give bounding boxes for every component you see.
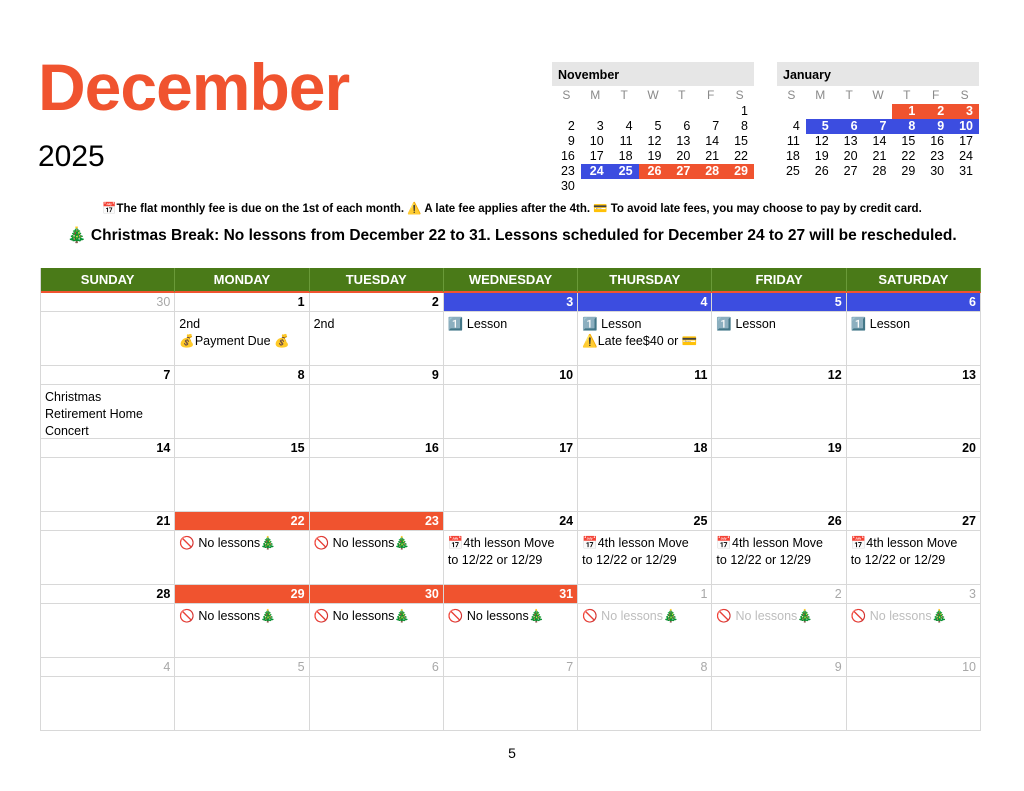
day-number: 28 — [41, 585, 174, 604]
day-cell — [578, 366, 712, 439]
mini-day: 16 — [930, 134, 945, 148]
mini-day: 9 — [567, 134, 575, 148]
day-events — [444, 385, 577, 389]
mini-weekday-label: S — [562, 88, 571, 102]
mini-calendar-grid — [552, 104, 754, 194]
event-text: to 12/22 or 12/29 — [716, 553, 811, 567]
day-cell — [41, 293, 175, 366]
mini-day: 14 — [872, 134, 887, 148]
event-text: to 12/22 or 12/29 — [850, 553, 946, 567]
day-events — [444, 458, 577, 462]
mini-day — [552, 104, 581, 119]
mini-day — [725, 179, 754, 194]
mini-day: 18 — [618, 149, 633, 163]
mini-day: 21 — [705, 149, 720, 163]
mini-day — [835, 104, 864, 119]
day-cell — [310, 439, 444, 512]
event-text: Retirement Home — [45, 407, 143, 421]
day-number: 26 — [712, 512, 845, 531]
day-events — [847, 604, 980, 625]
mini-day: 4 — [792, 119, 800, 133]
day-events — [444, 604, 577, 625]
day-number: 7 — [41, 366, 174, 385]
day-number: 4 — [41, 658, 174, 677]
mini-day: 17 — [589, 149, 604, 163]
day-cell — [444, 439, 578, 512]
event-text: 💰Payment Due 💰 — [179, 334, 290, 348]
mini-day: 31 — [959, 164, 973, 178]
mini-day: 20 — [676, 149, 691, 163]
day-events — [578, 458, 711, 462]
calendar-week — [41, 658, 981, 731]
day-number: 30 — [41, 293, 174, 312]
mini-weekday-label: T — [678, 88, 686, 102]
event-text: 🚫 No lessons🎄 — [313, 609, 410, 623]
day-events — [310, 312, 443, 333]
month-calendar — [40, 268, 981, 731]
mini-day: 5 — [806, 119, 835, 134]
event-text: 2nd — [179, 317, 201, 331]
day-events — [41, 531, 174, 535]
mini-day: 25 — [785, 164, 800, 178]
event-text: 🚫 No lessons🎄 — [179, 536, 276, 550]
mini-day: 20 — [843, 149, 858, 163]
mini-day: 22 — [901, 149, 916, 163]
day-cell — [712, 585, 846, 658]
mini-day: 18 — [785, 149, 800, 163]
day-number: 14 — [41, 439, 174, 458]
weekday-header — [41, 268, 981, 293]
weekday-label: WEDNESDAY — [444, 268, 578, 292]
mini-day — [667, 179, 696, 194]
mini-day: 30 — [560, 179, 575, 193]
mini-calendar-grid — [777, 104, 979, 179]
mini-day: 5 — [654, 119, 662, 133]
mini-day: 8 — [892, 119, 921, 134]
mini-week-row — [777, 104, 979, 119]
mini-day: 2 — [921, 104, 950, 119]
event-text: 2nd — [313, 317, 335, 331]
mini-day: 27 — [843, 164, 858, 178]
mini-weekday-label: S — [787, 88, 796, 102]
mini-calendar-title: November — [552, 62, 754, 86]
day-number: 5 — [175, 658, 308, 677]
mini-week-row — [552, 179, 754, 194]
event-text: 🚫 No lessons🎄 — [179, 609, 276, 623]
day-cell — [578, 293, 712, 366]
page-number: 5 — [508, 745, 516, 761]
mini-day: 30 — [930, 164, 945, 178]
day-events — [310, 458, 443, 462]
day-events — [712, 531, 845, 569]
day-number: 31 — [444, 585, 577, 604]
mini-day: 9 — [921, 119, 950, 134]
calendar-week — [41, 293, 981, 366]
day-number: 12 — [712, 366, 845, 385]
weekday-label: SUNDAY — [41, 268, 175, 292]
mini-day: 19 — [814, 149, 829, 163]
day-cell — [175, 658, 309, 731]
mini-day — [581, 104, 610, 119]
day-number: 8 — [578, 658, 711, 677]
mini-day: 11 — [786, 134, 800, 148]
day-cell — [444, 293, 578, 366]
day-events — [712, 604, 845, 625]
day-number: 6 — [310, 658, 443, 677]
day-number: 7 — [444, 658, 577, 677]
mini-week-row — [777, 119, 979, 134]
day-number: 3 — [444, 293, 577, 312]
mini-day: 1 — [892, 104, 921, 119]
day-events — [310, 385, 443, 389]
day-cell — [847, 293, 981, 366]
day-cell — [310, 366, 444, 439]
mini-weekday-label: T — [845, 88, 853, 102]
mini-week-row — [777, 164, 979, 179]
day-number: 9 — [712, 658, 845, 677]
day-events — [847, 385, 980, 389]
mini-day: 10 — [589, 134, 604, 148]
calendar-week — [41, 585, 981, 658]
mini-weekday-label: T — [620, 88, 628, 102]
event-text: 1️⃣ Lesson — [447, 317, 508, 331]
day-events — [444, 677, 577, 681]
mini-day: 15 — [734, 134, 748, 148]
day-number: 30 — [310, 585, 443, 604]
calendar-week — [41, 512, 981, 585]
calendar-weeks — [41, 293, 981, 731]
event-text: 📅4th lesson Move — [582, 536, 689, 550]
weekday-label: THURSDAY — [578, 268, 712, 292]
day-events — [41, 385, 174, 440]
event-text: to 12/22 or 12/29 — [582, 553, 677, 567]
day-cell — [175, 585, 309, 658]
day-cell — [175, 439, 309, 512]
mini-day: 6 — [683, 119, 691, 133]
mini-day: 13 — [843, 134, 858, 148]
day-events — [41, 677, 174, 681]
day-number: 15 — [175, 439, 308, 458]
mini-weekday-label: M — [590, 88, 601, 102]
mini-day: 24 — [581, 164, 610, 179]
mini-day: 3 — [950, 104, 979, 119]
day-cell — [41, 512, 175, 585]
mini-day: 25 — [610, 164, 639, 179]
mini-day: 17 — [959, 134, 973, 148]
event-text: 🚫 No lessons🎄 — [313, 536, 410, 550]
day-events — [175, 604, 308, 625]
event-text: Concert — [45, 424, 89, 438]
day-events — [444, 531, 577, 569]
mini-weekday-label: S — [735, 88, 744, 102]
day-number: 6 — [847, 293, 980, 312]
day-cell — [578, 658, 712, 731]
day-cell — [712, 512, 846, 585]
day-cell — [41, 585, 175, 658]
day-number: 16 — [310, 439, 443, 458]
mini-day — [610, 104, 639, 119]
day-events — [444, 312, 577, 333]
mini-weekday-label: M — [815, 88, 826, 102]
fee-note: 📅The flat monthly fee is due on the 1st of each month. ⚠️ A late fee applies after the 4th. 💳 To avoid late fees, you may choose to pay by credit card. — [102, 203, 922, 215]
day-events — [41, 604, 174, 608]
mini-day: 28 — [872, 164, 887, 178]
mini-calendar-november — [552, 62, 754, 194]
day-number: 23 — [310, 512, 443, 531]
day-cell — [310, 585, 444, 658]
day-cell — [175, 512, 309, 585]
day-cell — [578, 439, 712, 512]
mini-week-row — [777, 149, 979, 164]
mini-weekday-label: F — [707, 88, 715, 102]
mini-day: 21 — [872, 149, 887, 163]
day-events — [712, 677, 845, 681]
year-label: 2025 — [38, 140, 105, 173]
mini-day: 13 — [676, 134, 691, 148]
day-number: 19 — [712, 439, 845, 458]
day-number: 22 — [175, 512, 308, 531]
day-events — [175, 677, 308, 681]
mini-day: 10 — [950, 119, 979, 134]
mini-day: 4 — [625, 119, 633, 133]
event-text: 🚫 No lessons🎄 — [716, 609, 813, 623]
event-text: 📅4th lesson Move — [716, 536, 824, 550]
event-text: 📅4th lesson Move — [850, 536, 958, 550]
mini-week-row — [552, 149, 754, 164]
mini-day — [864, 104, 893, 119]
day-events — [847, 677, 980, 681]
event-text: 📅4th lesson Move — [447, 536, 555, 550]
day-events — [310, 604, 443, 625]
day-number: 1 — [578, 585, 711, 604]
day-cell — [444, 512, 578, 585]
event-text: 1️⃣ Lesson — [850, 317, 911, 331]
mini-day: 27 — [667, 164, 696, 179]
day-number: 25 — [578, 512, 711, 531]
mini-day — [639, 104, 668, 119]
day-cell — [847, 658, 981, 731]
day-number: 3 — [847, 585, 980, 604]
mini-day: 11 — [619, 134, 633, 148]
mini-calendar-weekdays — [552, 86, 754, 104]
day-cell — [310, 512, 444, 585]
event-text: to 12/22 or 12/29 — [447, 553, 543, 567]
mini-day: 19 — [647, 149, 662, 163]
day-events — [712, 458, 845, 462]
day-cell — [578, 585, 712, 658]
day-cell — [712, 366, 846, 439]
day-number: 27 — [847, 512, 980, 531]
day-number: 10 — [847, 658, 980, 677]
mini-day: 12 — [647, 134, 662, 148]
day-cell — [175, 293, 309, 366]
day-number: 1 — [175, 293, 308, 312]
mini-day: 6 — [835, 119, 864, 134]
event-text: 1️⃣ Lesson — [582, 317, 642, 331]
mini-day — [777, 104, 806, 119]
day-number: 5 — [712, 293, 845, 312]
mini-day — [696, 179, 725, 194]
day-cell — [444, 366, 578, 439]
day-cell — [310, 658, 444, 731]
event-text: 🚫 No lessons🎄 — [582, 609, 679, 623]
event-text: 🚫 No lessons🎄 — [447, 609, 545, 623]
weekday-label: FRIDAY — [712, 268, 846, 292]
day-events — [847, 531, 980, 569]
day-events — [175, 385, 308, 389]
mini-calendar-weekdays — [777, 86, 979, 104]
mini-day — [610, 179, 639, 194]
day-number: 13 — [847, 366, 980, 385]
day-events — [578, 385, 711, 389]
day-events — [847, 458, 980, 462]
day-number: 18 — [578, 439, 711, 458]
mini-day: 12 — [814, 134, 829, 148]
day-cell — [41, 439, 175, 512]
day-cell — [847, 512, 981, 585]
mini-day: 26 — [814, 164, 829, 178]
day-cell — [175, 366, 309, 439]
event-text: 🚫 No lessons🎄 — [850, 609, 948, 623]
christmas-break-note: 🎄 Christmas Break: No lessons from December 22 to 31. Lessons scheduled for December 24 to 27 will be rescheduled. — [67, 227, 957, 244]
day-events — [175, 531, 308, 552]
event-text: Christmas — [45, 390, 102, 404]
day-events — [578, 531, 711, 569]
day-cell — [712, 658, 846, 731]
mini-day — [581, 179, 610, 194]
day-number: 9 — [310, 366, 443, 385]
day-events — [41, 312, 174, 316]
mini-weekday-label: F — [932, 88, 940, 102]
mini-day: 3 — [596, 119, 604, 133]
mini-day: 23 — [930, 149, 945, 163]
mini-weekday-label: S — [960, 88, 969, 102]
day-events — [712, 385, 845, 389]
day-number: 2 — [310, 293, 443, 312]
month-title: December — [38, 50, 350, 124]
mini-day: 23 — [560, 164, 575, 178]
mini-day — [806, 104, 835, 119]
mini-calendar-title: January — [777, 62, 979, 86]
day-events — [578, 677, 711, 681]
event-text: ⚠️Late fee$40 or 💳 — [582, 334, 698, 348]
mini-week-row — [552, 164, 754, 179]
day-cell — [847, 439, 981, 512]
mini-day: 16 — [560, 149, 575, 163]
day-number: 11 — [578, 366, 711, 385]
weekday-label: MONDAY — [175, 268, 309, 292]
mini-day — [696, 104, 725, 119]
day-cell — [712, 293, 846, 366]
day-cell — [847, 366, 981, 439]
day-events — [175, 458, 308, 462]
day-events — [310, 677, 443, 681]
day-events — [175, 312, 308, 350]
mini-weekday-label: W — [647, 88, 659, 102]
day-number: 21 — [41, 512, 174, 531]
mini-weekday-label: T — [903, 88, 911, 102]
day-number: 10 — [444, 366, 577, 385]
mini-day: 26 — [639, 164, 668, 179]
event-text: 1️⃣ Lesson — [716, 317, 776, 331]
day-number: 17 — [444, 439, 577, 458]
mini-calendar-january — [777, 62, 979, 179]
mini-day: 14 — [705, 134, 720, 148]
day-events — [712, 312, 845, 333]
mini-day: 29 — [901, 164, 916, 178]
mini-day: 2 — [567, 119, 575, 133]
mini-day — [639, 179, 668, 194]
calendar-week — [41, 439, 981, 512]
mini-week-row — [552, 104, 754, 119]
mini-day: 22 — [734, 149, 748, 163]
day-events — [578, 604, 711, 625]
day-cell — [578, 512, 712, 585]
day-cell — [41, 658, 175, 731]
mini-week-row — [777, 134, 979, 149]
mini-day: 29 — [725, 164, 754, 179]
weekday-label: TUESDAY — [310, 268, 444, 292]
mini-weekday-label: W — [872, 88, 884, 102]
day-events — [310, 531, 443, 552]
mini-week-row — [552, 134, 754, 149]
mini-day: 15 — [901, 134, 916, 148]
mini-day: 24 — [959, 149, 973, 163]
mini-day: 8 — [741, 119, 748, 133]
day-cell — [444, 658, 578, 731]
mini-day: 1 — [741, 104, 748, 118]
mini-day — [667, 104, 696, 119]
mini-day: 28 — [696, 164, 725, 179]
day-number: 2 — [712, 585, 845, 604]
day-events — [41, 458, 174, 462]
day-cell — [444, 585, 578, 658]
day-number: 24 — [444, 512, 577, 531]
day-number: 29 — [175, 585, 308, 604]
day-events — [847, 312, 980, 333]
day-cell — [41, 366, 175, 439]
mini-week-row — [552, 119, 754, 134]
day-number: 8 — [175, 366, 308, 385]
day-cell — [310, 293, 444, 366]
mini-day: 7 — [864, 119, 893, 134]
day-cell — [712, 439, 846, 512]
mini-day: 7 — [712, 119, 720, 133]
weekday-label: SATURDAY — [847, 268, 981, 292]
day-number: 20 — [847, 439, 980, 458]
day-cell — [847, 585, 981, 658]
day-number: 4 — [578, 293, 711, 312]
day-events — [578, 312, 711, 350]
calendar-week — [41, 366, 981, 439]
